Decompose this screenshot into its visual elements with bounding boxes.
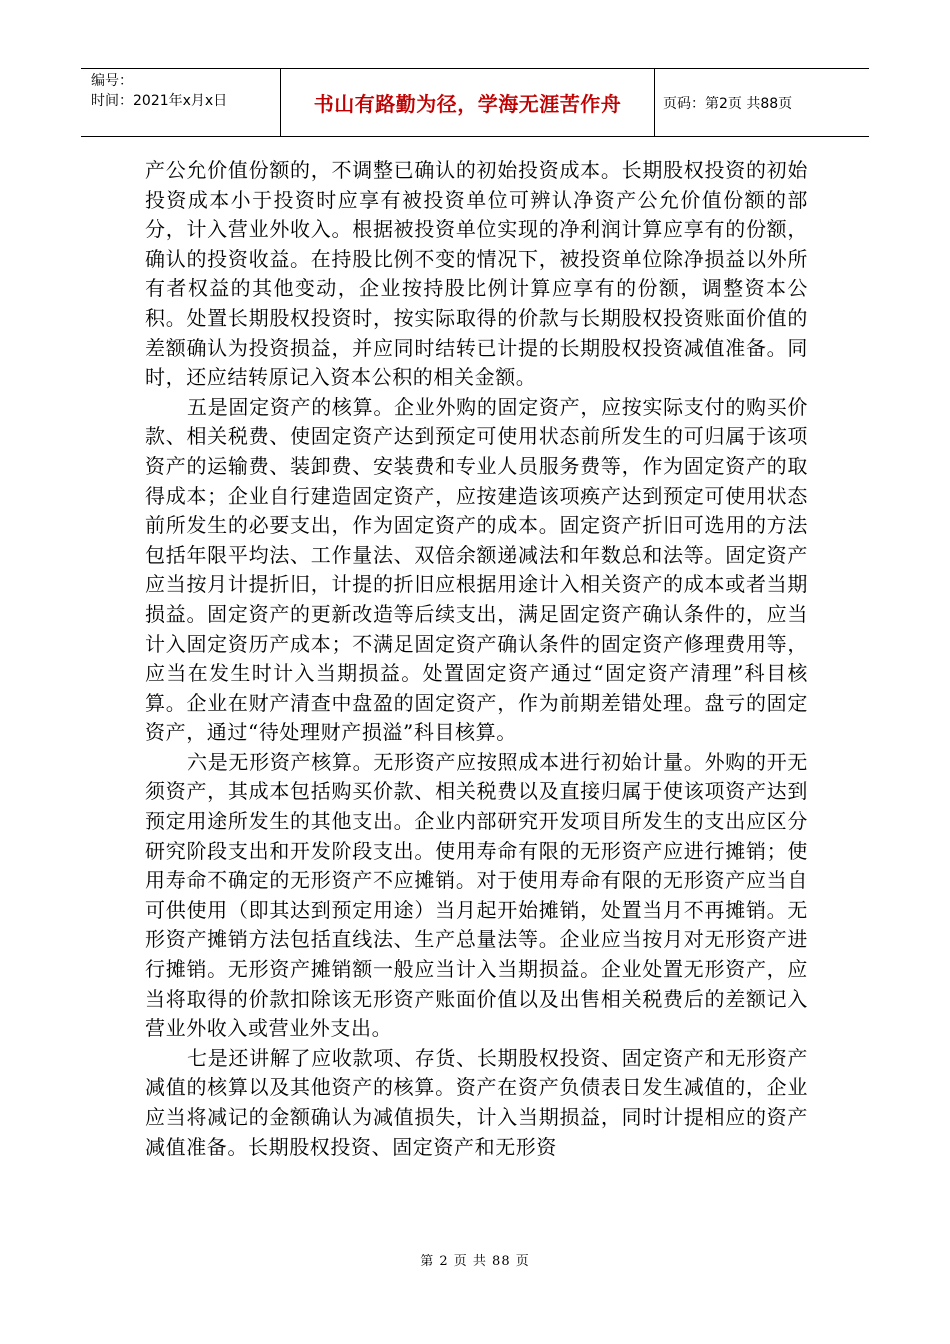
body-paragraph: 六是无形资产核算。无形资产应按照成本进行初始计量。外购的开无须资产，其成本包括购买价款、相关税费以及直接归属于使该项资产达到预定用途所发生的其他支出。企业内部研究开发项目所发生的支出应区分研究阶段支出和开发阶段支出。使用寿命有限的无形资产应进行摊销；使用寿命不确定的无形资产不应摊销。对于使用寿命有限的无形资产应当自可供使用（即其达到预定用途）当月起开始摊销，处置当月不再摊销。无形资产摊销方法包括直线法、生产总量法等。企业应当按月对无形资产进行摊销。无形资产摊销额一般应当计入当期损益。企业处置无形资产，应当将取得的价款扣除该无形资产账面价值以及出售相关税费后的差额记入营业外收入或营业外支出。 bbox=[145, 749, 808, 1041]
body-paragraph: 产公允价值份额的，不调整已确认的初始投资成本。长期股权投资的初始投资成本小于投资时应享有被投资单位可辨认净资产公允价值份额的部分，计入营业外收入。根据被投资单位实现的净利润计算应享有的份额，确认的投资收益。在持股比例不变的情况下，被投资单位除净损益以外所有者权益的其他变动，企业按持股比例计算应享有的份额，调整资本公积。处置长期股权投资时，按实际取得的价款与长期股权投资账面价值的差额确认为投资损益，并应同时结转已计提的长期股权投资减值准备。同时，还应结转原记入资本公积的相关金额。 bbox=[145, 158, 808, 390]
header-motto: 书山有路勤为径，学海无涯苦作舟 bbox=[281, 69, 655, 136]
page-header bbox=[81, 68, 869, 137]
body-paragraph: 五是固定资产的核算。企业外购的固定资产，应按实际支付的购买价款、相关税费、使固定资产达到预定可使用状态前所发生的可归属于该项资产的运输费、装卸费、安装费和专业人员服务费等，作为固定资产的取得成本；企业自行建造固定资产，应按建造该项痪产达到预定可使用状态前所发生的必要支出，作为固定资产的成本。固定资产折旧可选用的方法包括年限平均法、工作量法、双倍余额递减法和年数总和法等。固定资产应当按月计提折旧，计提的折旧应根据用途计入相关资产的成本或者当期损益。固定资产的更新改造等后续支出，满足固定资产确认条件的，应当计入固定资历产成本；不满足固定资产确认条件的固定资产修理费用等，应当在发生时计入当期损益。处置固定资产通过“固定资产清理”科目核算。企业在财产清查中盘盈的固定资产，作为前期差错处理。盘亏的固定资产，通过“待处理财产损溢”科目核算。 bbox=[145, 394, 808, 745]
document-time-label: 时间：2021年x月x日 bbox=[91, 93, 228, 109]
header-meta bbox=[81, 69, 281, 136]
page-footer: 第 2 页 共 88 页 bbox=[420, 1254, 530, 1269]
header-page-info: 页码：第2页 共88页 bbox=[663, 95, 793, 112]
document-body bbox=[145, 156, 808, 1162]
body-paragraph: 七是还讲解了应收款项、存货、长期股权投资、固定资产和无形资产减值的核算以及其他资产的核算。资产在资产负债表日发生减值的，企业应当将减记的金额确认为减值损失，计入当期损益，同时计提相应的资产减值准备。长期股权投资、固定资产和无形资 bbox=[145, 1045, 808, 1159]
document-number-label: 编号： bbox=[91, 73, 133, 89]
